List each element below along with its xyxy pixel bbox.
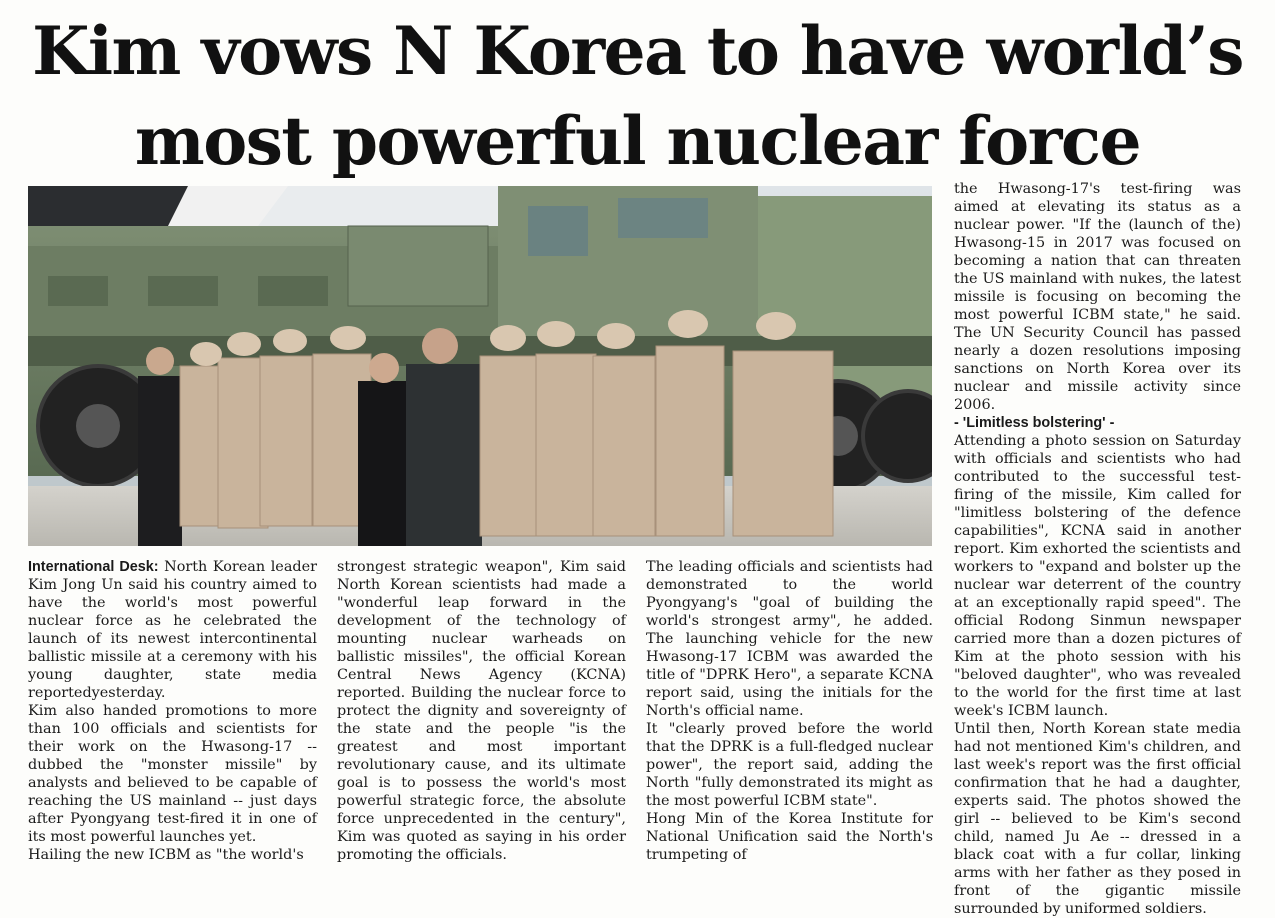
paragraph: International Desk: North Korean leader Kim Jong Un said his country aimed to have the world's most powerful nuclear force as he celebrated the launch of its newest intercontinental ballistic missile at a ceremony with his young daughter, state media reportedyesterday. bbox=[28, 559, 318, 701]
paragraph: It "clearly proved before the world that the DPRK is a full-fledged nuclear power", the report said, adding the North "fully demonstrated its might as the most powerful ICBM state". bbox=[646, 721, 933, 809]
article-column-1 bbox=[28, 558, 317, 864]
headline-line-2: most powerful nuclear force bbox=[134, 102, 1141, 180]
headline bbox=[0, 6, 1275, 186]
article-column-2 bbox=[337, 558, 626, 864]
paragraph: the Hwasong-17's test-firing was aimed at elevating its status as a nuclear power. "If the (launch of the) Hwasong-15 in 2017 was focused on becoming a nation that can threaten the US mainland with nukes, the latest missile is focusing on becoming the most powerful ICBM state," he said. The UN Security Council has passed nearly a dozen resolutions imposing sanctions on North Korea over its nuclear and missile activity since 2006. bbox=[954, 181, 1241, 413]
section-subhead: - 'Limitless bolstering' - bbox=[954, 415, 1115, 431]
paragraph: Until then, North Korean state media had not mentioned Kim's children, and last week's report was the first official confirmation that he had a daughter, experts said. The photos showed the girl -- believed to be Kim's second child, named Ju Ae -- dressed in a black coat with a fur collar, linking arms with her father as they posed in front of the gigantic missile surrounded by uniformed soldiers. bbox=[954, 721, 1241, 917]
news-photo bbox=[28, 186, 932, 546]
paragraph: Hailing the new ICBM as "the world's bbox=[28, 847, 304, 863]
paragraph: strongest strategic weapon", Kim said North Korean scientists had made a "wonderful leap forward in the development of the technology of mounting nuclear warheads on ballistic missiles", the official Korean Central News Agency (KCNA) reported. Building the nuclear force to protect the dignity and sovereignty of the state and the people "is the greatest and most important revolutionary cause, and its ultimate goal is to possess the world's most powerful strategic force, the absolute force unprecedented in the century", Kim was quoted as saying in his order promoting the officials. bbox=[337, 559, 626, 863]
article-column-3 bbox=[646, 558, 933, 864]
photo-scene bbox=[28, 186, 932, 546]
paragraph: Hong Min of the Korea Institute for National Unification said the North's trumpeting of bbox=[646, 811, 933, 863]
paragraph: Attending a photo session on Saturday with officials and scientists who had contributed to the successful test-firing of the missile, Kim called for "limitless bolstering of the defence capabilities", KCNA said in another report. Kim exhorted the scientists and workers to "expand and bolster up the nuclear war deterrent of the country at an exceptionally rapid speed". The official Rodong Sinmun newspaper carried more than a dozen pictures of Kim at the photo session with his "beloved daughter", who was revealed to the world for the first time at last week's ICBM launch. bbox=[954, 433, 1241, 719]
dateline: International Desk: bbox=[28, 559, 159, 575]
paragraph: Kim also handed promotions to more than 100 officials and scientists for their work on the Hwasong-17 -- dubbed the "monster missile" by analysts and believed to be capable of reaching the US mainland -- just days after Pyongyang test-fired it in one of its most powerful launches yet. bbox=[28, 703, 317, 845]
headline-line-1: Kim vows N Korea to have world’s bbox=[32, 12, 1243, 90]
paragraph: The leading officials and scientists had demonstrated to the world Pyongyang's "goal of building the world's strongest army", he added. The launching vehicle for the new Hwasong-17 ICBM was awarded the title of "DPRK Hero", a separate KCNA report said, using the initials for the North's official name. bbox=[646, 559, 933, 719]
article-column-4 bbox=[954, 180, 1241, 918]
